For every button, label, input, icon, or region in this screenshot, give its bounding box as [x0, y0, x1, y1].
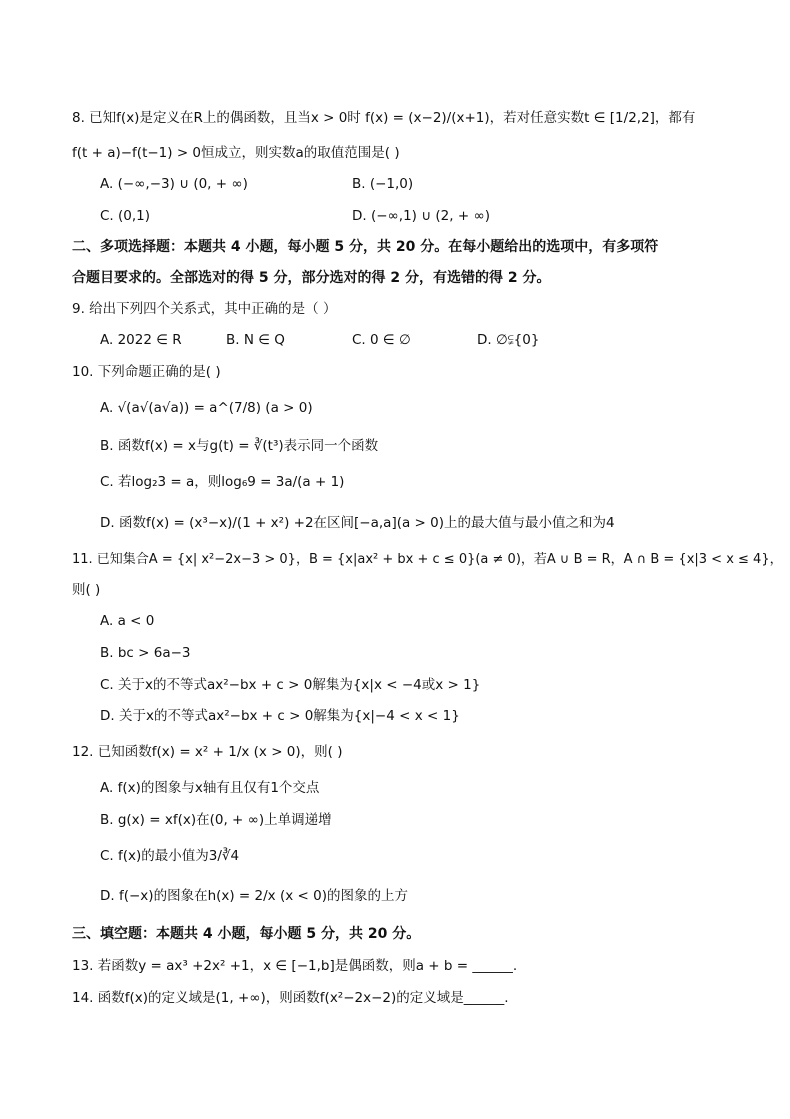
q9-option-d: D. ∅⫋{0}	[477, 332, 540, 348]
q10-option-a: A. √(a√(a√a)) = a^(7/8) (a > 0)	[100, 400, 313, 416]
q8-option-c: C. (0,1)	[100, 208, 151, 224]
q10-stem: 10. 下列命题正确的是( )	[72, 364, 221, 380]
q8-option-a: A. (−∞,−3) ∪ (0, + ∞)	[100, 176, 248, 192]
q11-option-b: B. bc > 6a−3	[100, 645, 191, 661]
q8-stem-line2: f(t + a)−f(t−1) > 0恒成立，则实数a的取值范围是( )	[72, 145, 400, 161]
q12-option-d: D. f(−x)的图象在h(x) = 2/x (x < 0)的图象的上方	[100, 888, 408, 904]
q13-stem: 13. 若函数y = ax³ +2x² +1，x ∈ [−1,b]是偶函数，则a + b = ______.	[72, 958, 518, 974]
q11-option-c: C. 关于x的不等式ax²−bx + c > 0解集为{x|x < −4或x > 1}	[100, 677, 481, 693]
q9-stem: 9. 给出下列四个关系式，其中正确的是（ ）	[72, 301, 337, 317]
q9-option-a: A. 2022 ∈ R	[100, 332, 182, 348]
q12-option-c: C. f(x)的最小值为3/∛4	[100, 848, 240, 864]
section-3-heading: 三、填空题：本题共 4 小题，每小题 5 分，共 20 分。	[72, 926, 421, 942]
q10-option-b: B. 函数f(x) = x与g(t) = ∛(t³)表示同一个函数	[100, 438, 379, 454]
q9-option-c: C. 0 ∈ ∅	[352, 332, 411, 348]
q12-option-b: B. g(x) = xf(x)在(0, + ∞)上单调递增	[100, 812, 332, 828]
q11-stem-line2: 则( )	[72, 582, 101, 598]
q11-stem-line1: 11. 已知集合A = {x| x²−2x−3 > 0}，B = {x|ax² + bx + c ≤ 0}(a ≠ 0)，若A ∪ B = R，A ∩ B = {x|3 < x ≤ 4}，	[72, 552, 783, 567]
q9-option-b: B. N ∈ Q	[226, 332, 285, 348]
section-2-heading-line1: 二、多项选择题：本题共 4 小题，每小题 5 分，共 20 分。在每小题给出的选项中，有多项符	[72, 239, 659, 255]
q12-stem: 12. 已知函数f(x) = x² + 1/x (x > 0)，则( )	[72, 744, 343, 760]
q14-stem: 14. 函数f(x)的定义域是(1, +∞)，则函数f(x²−2x−2)的定义域是______.	[72, 990, 509, 1006]
q8-option-d: D. (−∞,1) ∪ (2, + ∞)	[352, 208, 490, 224]
q12-option-a: A. f(x)的图象与x轴有且仅有1个交点	[100, 780, 320, 796]
section-2-heading-line2: 合题目要求的。全部选对的得 5 分，部分选对的得 2 分，有选错的得 2 分。	[72, 270, 551, 286]
q8-stem-line1: 8. 已知f(x)是定义在R上的偶函数，且当x > 0时 f(x) = (x−2)/(x+1)，若对任意实数t ∈ [1/2,2]，都有	[72, 110, 696, 126]
q11-option-d: D. 关于x的不等式ax²−bx + c > 0解集为{x|−4 < x < 1}	[100, 708, 460, 724]
q10-option-d: D. 函数f(x) = (x³−x)/(1 + x²) +2在区间[−a,a](a > 0)上的最大值与最小值之和为4	[100, 515, 615, 531]
q8-option-b: B. (−1,0)	[352, 176, 414, 192]
q11-option-a: A. a < 0	[100, 613, 155, 629]
q10-option-c: C. 若log₂3 = a，则log₆9 = 3a/(a + 1)	[100, 474, 345, 490]
